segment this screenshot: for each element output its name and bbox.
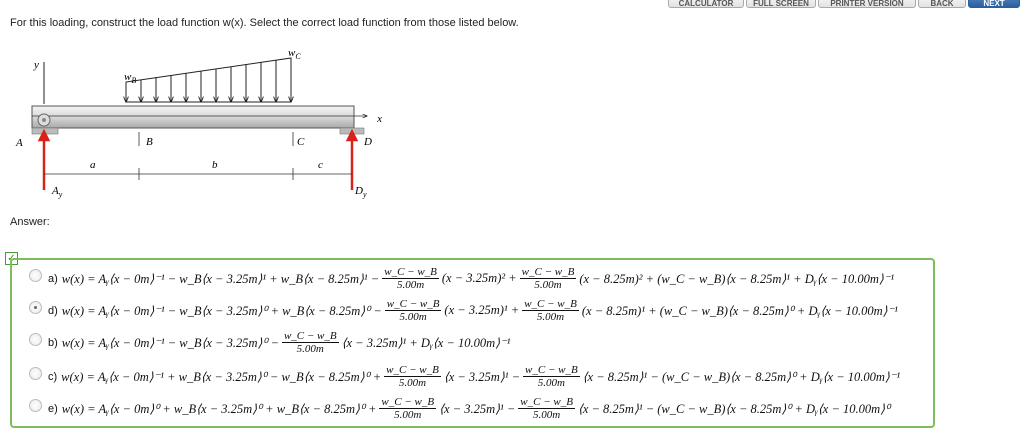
point-a-label: A xyxy=(16,137,23,149)
option-c[interactable]: c) w(x) = Aᵧ⟨x − 0m⟩⁻¹ + w_B⟨x − 3.25m⟩⁰ − w_B⟨x − 8.25m⟩⁰ + $\frac{w\_C - w\_B}{5.00m}$ ⟨x − 3.25m⟩¹ − $\frac{w\_C - w\_B}{5.00m}$ ⟨x − 8.25m⟩¹ − (w_C − w_B)⟨x − 8.25m⟩⁰ + Dᵧ⟨x − 10.00m⟩⁻¹ xyxy=(12,364,900,389)
full-screen-button[interactable]: FULL SCREEN xyxy=(746,0,816,8)
next-button[interactable]: NEXT xyxy=(968,0,1020,8)
support-a-base xyxy=(32,128,58,134)
answer-label: Answer: xyxy=(10,216,50,228)
point-b-label: B xyxy=(146,136,153,148)
beam-loading-diagram xyxy=(12,42,382,204)
wC-label: $w_C$ xyxy=(288,47,301,61)
beam xyxy=(32,106,354,128)
question-text: For this loading, construct the load function w(x). Select the correct load function from those listed below. xyxy=(10,17,519,29)
x-axis-label: x xyxy=(377,113,382,125)
point-d-label: D xyxy=(364,136,372,148)
option-a[interactable]: a) w(x) = Aᵧ⟨x − 0m⟩⁻¹ − w_B⟨x − 3.25m⟩¹ + w_B⟨x − 8.25m⟩¹ − $\frac{w\_C - w\_B}{5.00m}$ (x − 3.25m)² + $\frac{w\_C - w\_B}{5.00m}$ (x − 8.25m)² + (w_C − w_B)⟨x − 8.25m⟩¹ + Dᵧ⟨x − 10.00m⟩⁻¹ xyxy=(12,266,894,291)
distributed-load-outline xyxy=(126,58,291,102)
option-e[interactable]: e) w(x) = Aᵧ⟨x − 0m⟩⁰ + w_B⟨x − 3.25m⟩⁰ + w_B⟨x − 8.25m⟩⁰ + $\frac{w\_C - w\_B}{5.00m}$ ⟨x − 3.25m⟩¹ − $\frac{w\_C - w\_B}{5.00m}$ ⟨x − 8.25m⟩¹ − (w_C − w_B)⟨x − 8.25m⟩⁰ + Dᵧ⟨x − 10.00m⟩⁰ xyxy=(12,396,890,421)
option-a-radio[interactable] xyxy=(29,269,42,282)
option-b-radio[interactable] xyxy=(29,333,42,346)
option-c-radio[interactable] xyxy=(29,367,42,380)
wB-label: $w_B$ xyxy=(124,71,137,85)
correct-check-icon: ✓ xyxy=(5,252,18,265)
option-d-radio[interactable] xyxy=(29,301,42,314)
dim-b-label: b xyxy=(212,159,218,171)
load-arrows xyxy=(126,58,291,102)
back-button[interactable]: BACK xyxy=(918,0,966,8)
dim-a-label: a xyxy=(90,159,96,171)
top-toolbar xyxy=(0,0,1024,8)
point-c-label: C xyxy=(297,136,305,148)
support-d-base xyxy=(340,128,364,134)
dy-label: $D_y$ xyxy=(355,185,367,199)
option-b[interactable]: b) w(x) = Aᵧ⟨x − 0m⟩⁻¹ − w_B⟨x − 3.25m⟩⁰ − $\frac{w\_C - w\_B}{5.00m}$ ⟨x − 3.25m⟩¹ + Dᵧ⟨x − 10.00m⟩⁻¹ xyxy=(12,330,510,355)
ay-label: $A_y$ xyxy=(52,185,63,199)
y-axis-label: y xyxy=(34,59,39,71)
option-e-radio[interactable] xyxy=(29,399,42,412)
printer-version-button[interactable]: PRINTER VERSION xyxy=(818,0,916,8)
dim-c-label: c xyxy=(318,159,323,171)
calculator-button[interactable]: CALCULATOR xyxy=(668,0,744,8)
option-d[interactable]: d) w(x) = Aᵧ⟨x − 0m⟩⁻¹ − w_B⟨x − 3.25m⟩⁰ + w_B⟨x − 8.25m⟩⁰ − $\frac{w\_C - w\_B}{5.00m}$ (x − 3.25m)¹ + $\frac{w\_C - w\_B}{5.00m}$ (x − 8.25m)¹ + (w_C − w_B)⟨x − 8.25m⟩⁰ + Dᵧ⟨x − 10.00m⟩⁻¹ xyxy=(12,298,898,323)
answer-options-box xyxy=(10,258,935,428)
